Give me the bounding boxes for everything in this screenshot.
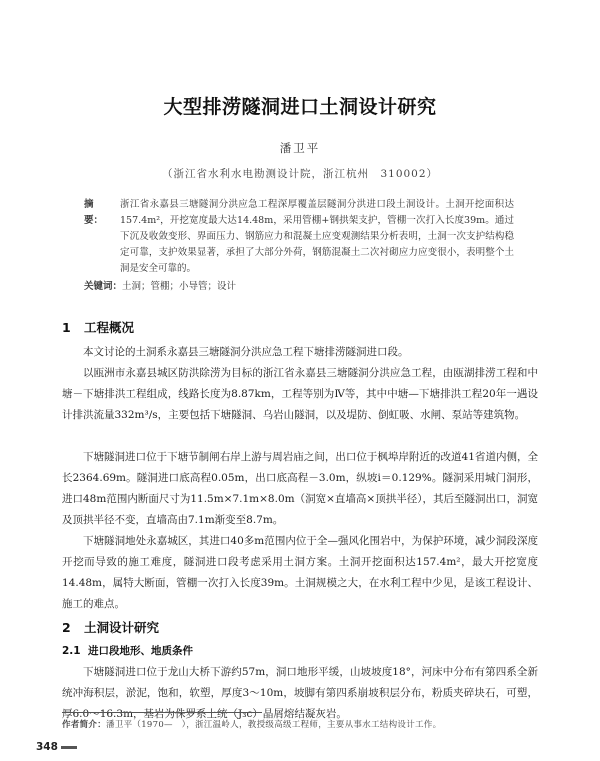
section-2-1-heading (62, 643, 193, 658)
subsection-number: 2.1 (62, 645, 81, 657)
keywords-block (84, 279, 514, 295)
page-number-decoration (61, 746, 77, 749)
author-footnote (62, 718, 552, 730)
section-1-paragraph-2: 以瓯洲市永嘉县城区防洪除涝为目标的浙江省永嘉县三塘隧洞分洪应急工程，由瓯湖排涝工程和中塘－下塘排洪工程组成，线路长度为8.87km，工程等别为Ⅳ等，其中中塘—下塘排洪工程20年一遇设计排洪流量332m³/s，主要包括下塘隧洞、乌岩山隧洞，以及堤防、倒虹吸、水闸、泵站等建筑物。 (62, 367, 538, 421)
section-1-paragraph-3: 下塘隧洞进口位于下塘节制闸右岸上游与周岩庙之间，出口位于枫埠岸附近的改道41省道内侧，全长2364.69m。隧洞进口底高程0.05m，出口底高程－3.0m，纵坡i＝0.129%。隧洞采用城门洞形，进口48m范围内断面尺寸为11.5m×7.1m×8.0m（洞宽×直墙高×顶拱半径），其后至隧洞出口，洞宽及顶拱半径不变，直墙高由7.1m渐变至8.7m。 (62, 451, 538, 526)
section-1-paragraph-4: 下塘隧洞地处永嘉城区，其进口40多m范围内位于全—强风化围岩中，为保护环境，减少洞段深度开挖而导致的施工难度，隧洞进口段考虑采用土洞方案。土洞开挖面积达157.4m²，最大开挖宽度14.48m，属特大断面，管棚一次打入长度39m。土洞规模之大，在水利工程中少见，是该工程设计、施工的难点。 (62, 535, 538, 610)
page-number (36, 741, 77, 753)
abstract-text: 浙江省永嘉县三塘隧洞分洪应急工程深厚覆盖层隧洞分洪进口段土洞设计。土洞开挖面积达157.4m²，开挖宽度最大达14.48m，采用管棚+钢拱架支护，管棚一次打入长度39m。通过下沉及收敛变形、界面压力、钢筋应力和混凝土应变观测结果分析表明，土洞一次支护结构稳定可靠，支护效果显著，承担了大部分外荷，钢筋混凝土二次衬砌应力应变很小，表明整个土洞是安全可靠的。 (120, 199, 514, 274)
keywords-text: 土洞；管棚；小导管；设计 (122, 281, 237, 292)
section-number: 1 (62, 320, 71, 335)
section-2-1-paragraph: 下塘隧洞进口位于龙山大桥下游约57m，洞口地形平缓，山坡坡度18°，河床中分布有第四系全新统冲海积层，淤泥，饱和，软塑，厚度3～10m，坡脚有第四系崩坡积层分布，粉质夹碎块石，可塑，厚6.0～16.3m，基岩为侏罗系上统（J₃c）晶屑熔结凝灰岩。 (62, 666, 538, 720)
abstract-block (84, 197, 514, 277)
footnote-text: 潘卫平（1970— ），浙江温岭人，教授级高级工程师，主要从事水工结构设计工作。 (106, 720, 442, 730)
subsection-title: 进口段地形、地质条件 (88, 645, 193, 657)
paper-title: 大型排涝隧洞进口土洞设计研究 (163, 96, 437, 118)
section-title: 土洞设计研究 (84, 620, 160, 635)
section-1-paragraph-1: 本文讨论的土洞系永嘉县三塘隧洞分洪应急工程下塘排涝隧洞进口段。 (83, 346, 409, 358)
author-affiliation: （浙江省水利水电勘测设计院，浙江杭州 310002） (161, 168, 439, 180)
author-name: 潘卫平 (279, 141, 321, 155)
page-number-value: 348 (36, 741, 58, 753)
section-number: 2 (62, 620, 71, 635)
section-1-heading (62, 318, 134, 336)
footnote-label: 作者简介： (62, 720, 107, 730)
section-2-heading (62, 618, 159, 636)
keywords-label: 关键词： (84, 281, 123, 292)
abstract-label: 摘 要： (84, 199, 104, 226)
section-title: 工程概况 (84, 320, 135, 335)
footnote-divider (62, 712, 262, 713)
